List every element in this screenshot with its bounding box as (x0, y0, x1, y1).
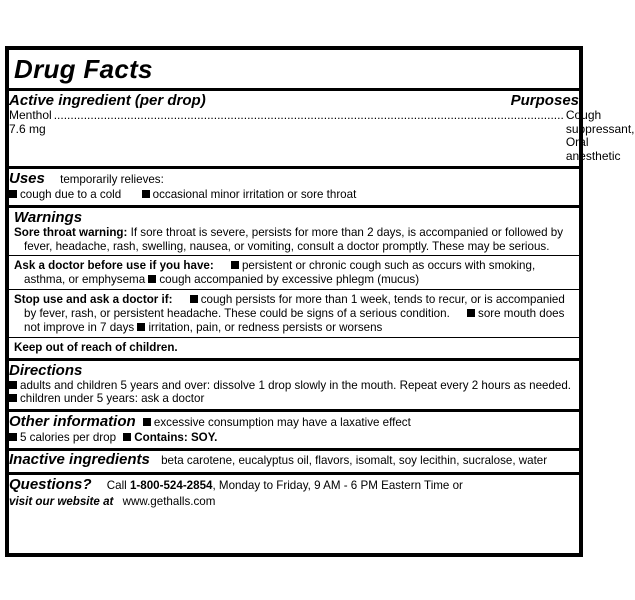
ask-item: cough accompanied by excessive phlegm (mucus) (159, 272, 420, 286)
uses-heading: Uses (9, 170, 45, 188)
drug-facts-panel (5, 46, 635, 557)
ask-doctor-section (9, 255, 579, 289)
ingredient-name: Menthol 7.6 mg (9, 108, 52, 136)
hours-text: , Monday to Friday, 9 AM - 6 PM Eastern Time or (212, 478, 463, 492)
directions-heading: Directions (9, 361, 83, 379)
bullet-icon (143, 418, 151, 426)
page-title: Drug Facts (14, 54, 153, 84)
uses-item: cough due to a cold (20, 188, 122, 202)
stop-item: sore mouth does not improve in 7 days (24, 306, 565, 334)
sore-throat-label: Sore throat warning: (14, 225, 128, 239)
stop-use-section (9, 289, 579, 337)
ask-item: persistent or chronic cough such as occurs with smoking, asthma, or emphysema (24, 259, 536, 286)
inactive-section (9, 448, 579, 472)
bullet-icon (9, 394, 17, 402)
active-ingredient-heading: Active ingredient (per drop) (9, 92, 206, 109)
other-info-section (9, 409, 579, 448)
uses-item: occasional minor irritation or sore throat (152, 188, 357, 202)
ask-doctor-label: Ask a doctor before use if you have: (14, 259, 214, 273)
keep-out-section (9, 337, 579, 358)
website-label: visit our website at (9, 494, 114, 508)
uses-section (9, 166, 579, 205)
other-item: 5 calories per drop (20, 430, 117, 444)
uses-intro: temporarily relieves: (60, 173, 164, 187)
bullet-icon (123, 433, 131, 441)
website-link[interactable]: www.gethalls.com (122, 494, 216, 508)
bullet-icon (9, 433, 17, 441)
bullet-icon (190, 295, 198, 303)
stop-item: irritation, pain, or redness persists or worsens (148, 320, 383, 334)
directions-item: adults and children 5 years and over: dissolve 1 drop slowly in the mouth. Repeat every 2 hours as needed. (20, 378, 572, 392)
active-ingredient-section (9, 88, 635, 166)
other-item: excessive consumption may have a laxative effect (153, 415, 411, 429)
questions-heading: Questions? (9, 475, 92, 493)
warnings-heading: Warnings (14, 208, 83, 226)
bullet-icon (142, 190, 150, 198)
questions-section (9, 472, 579, 513)
bullet-icon (148, 275, 156, 283)
keep-out-text: Keep out of reach of children. (14, 341, 178, 355)
inactive-text: beta carotene, eucalyptus oil, flavors, isomalt, soy lecithin, sucralose, water (161, 453, 548, 467)
purposes-heading: Purposes (510, 92, 579, 109)
bullet-icon (137, 323, 145, 331)
other-info-heading: Other information (9, 412, 136, 430)
sore-throat-text: If sore throat is severe, persists for more than 2 days, is accompanied or followed by fever, headache, rash, swelling, nausea, or vomiting, consult a doctor promptly. These may be serious. (24, 225, 563, 253)
bullet-icon (467, 309, 475, 317)
call-label: Call (106, 478, 127, 492)
inactive-heading: Inactive ingredients (9, 450, 150, 468)
directions-section (9, 358, 579, 409)
bullet-icon (231, 261, 239, 269)
bullet-icon (9, 190, 17, 198)
directions-item: children under 5 years: ask a doctor (20, 392, 205, 406)
bullet-icon (9, 381, 17, 389)
stop-use-label: Stop use and ask a doctor if: (14, 293, 173, 307)
warnings-section (9, 205, 579, 255)
leader-dots: ......................................................................................................................................................... (53, 108, 564, 122)
ingredient-purpose: Cough suppressant, Oral anesthetic (565, 108, 635, 163)
phone-number[interactable]: 1-800-524-2854 (129, 478, 213, 492)
stop-item: cough persists for more than 1 week, tends to recur, or is accompanied by fever, rash, or persistent headache. These could be signs of a serious condition. (24, 293, 565, 320)
contains-text: Contains: SOY. (134, 430, 218, 444)
